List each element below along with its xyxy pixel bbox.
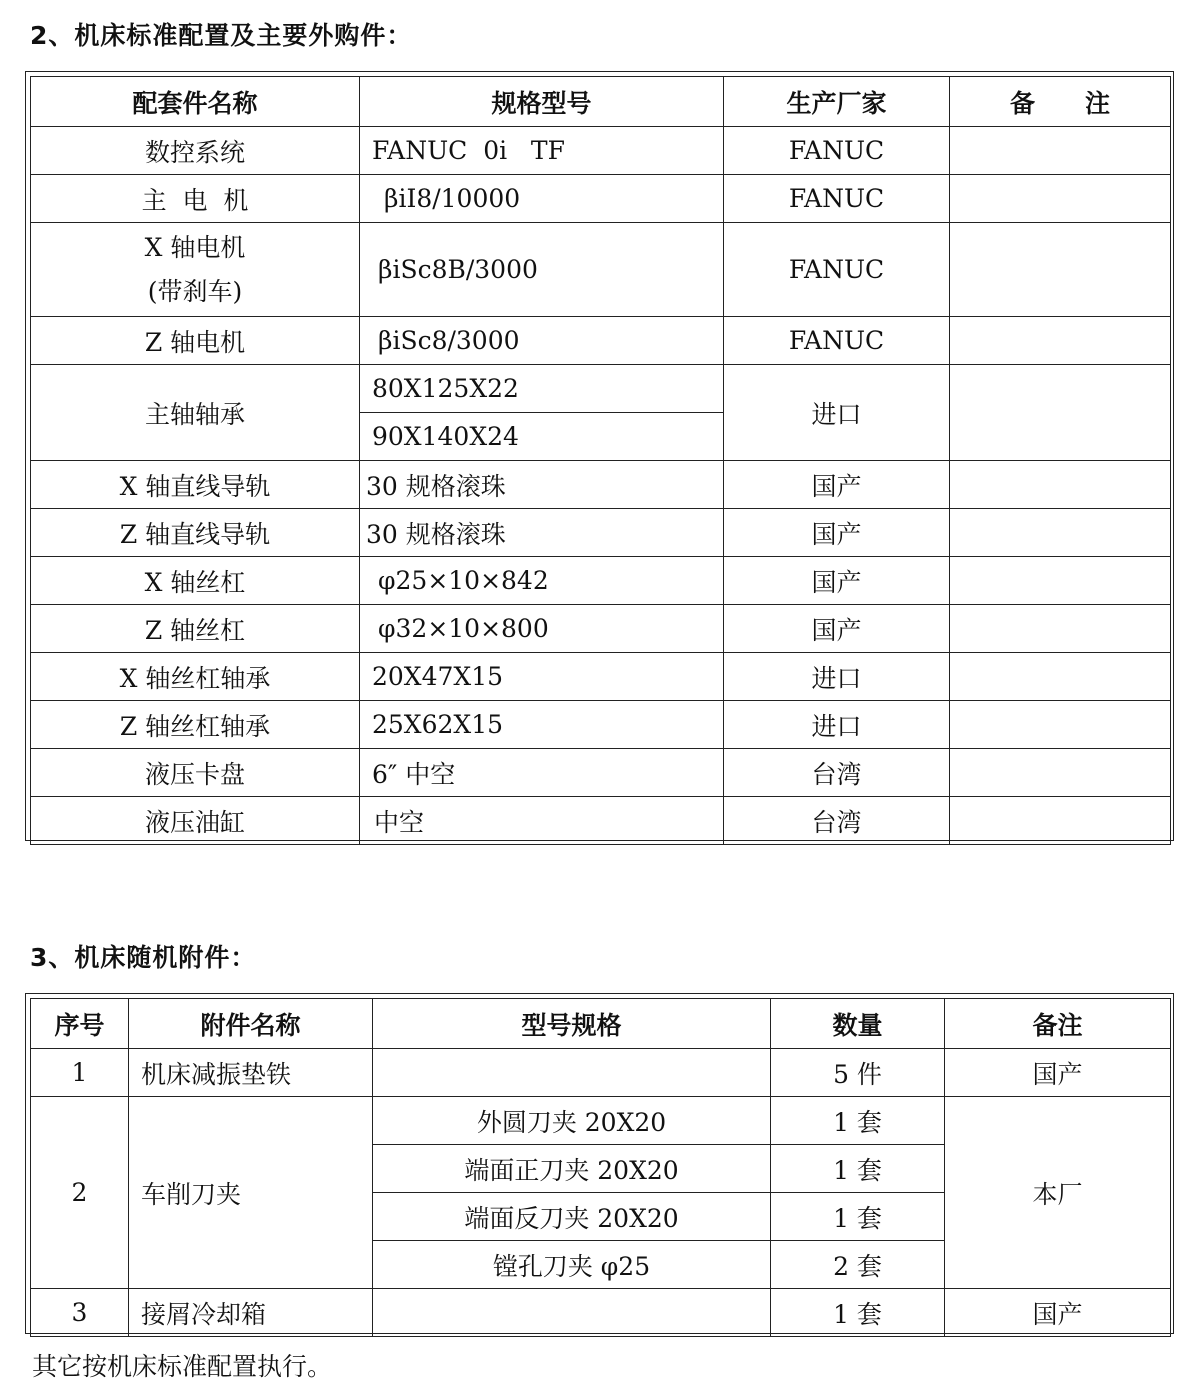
- item-qty: 5 件: [771, 1049, 945, 1097]
- part-maker: 国产: [724, 509, 950, 557]
- part-spec: 6″ 中空: [360, 749, 724, 797]
- part-spec: FANUC 0i TF: [360, 127, 724, 175]
- table-row: [31, 1097, 1171, 1145]
- item-name: 机床减振垫铁: [129, 1049, 373, 1097]
- part-name-line1: X 轴电机: [144, 232, 246, 262]
- part-spec: φ32×10×800: [360, 605, 724, 653]
- col-header-no: 序号: [31, 999, 129, 1049]
- item-spec: [373, 1049, 771, 1097]
- item-no: 3: [31, 1289, 129, 1337]
- item-qty: 2 套: [771, 1241, 945, 1289]
- col-header-note: 备 注: [950, 77, 1171, 127]
- table-row: [31, 701, 1171, 749]
- part-maker: FANUC: [724, 317, 950, 365]
- col-header-qty: 数量: [771, 999, 945, 1049]
- part-name: Z 轴直线导轨: [31, 509, 360, 557]
- table-header-row: [31, 999, 1171, 1049]
- part-note: [950, 461, 1171, 509]
- part-maker: 进口: [724, 701, 950, 749]
- part-spec: 25X62X15: [360, 701, 724, 749]
- item-note: 本厂: [945, 1097, 1171, 1289]
- table-header-row: [31, 77, 1171, 127]
- part-name: 主 电 机: [31, 175, 360, 223]
- table-row: [31, 509, 1171, 557]
- col-header-note: 备注: [945, 999, 1171, 1049]
- item-spec: 外圆刀夹 20X20: [373, 1097, 771, 1145]
- part-name: Z 轴丝杠轴承: [31, 701, 360, 749]
- part-note: [950, 797, 1171, 845]
- item-spec: [373, 1289, 771, 1337]
- part-note: [950, 317, 1171, 365]
- part-maker: 进口: [724, 365, 950, 461]
- table-row: [31, 797, 1171, 845]
- item-name: 车削刀夹: [129, 1097, 373, 1289]
- item-spec: 端面反刀夹 20X20: [373, 1193, 771, 1241]
- part-spec: 20X47X15: [360, 653, 724, 701]
- item-qty: 1 套: [771, 1289, 945, 1337]
- table-row: [31, 605, 1171, 653]
- part-spec: 30 规格滚珠: [360, 461, 724, 509]
- table-row: [31, 461, 1171, 509]
- item-spec: 端面正刀夹 20X20: [373, 1145, 771, 1193]
- part-note: [950, 365, 1171, 461]
- part-note: [950, 175, 1171, 223]
- part-note: [950, 701, 1171, 749]
- item-qty: 1 套: [771, 1145, 945, 1193]
- table-row: [31, 175, 1171, 223]
- part-spec: 中空: [360, 797, 724, 845]
- part-name: 液压卡盘: [31, 749, 360, 797]
- accessories-table: [30, 998, 1171, 1337]
- part-note: [950, 605, 1171, 653]
- part-name: X 轴直线导轨: [31, 461, 360, 509]
- part-name: X 轴丝杠: [31, 557, 360, 605]
- part-name: Z 轴电机: [31, 317, 360, 365]
- table-row: [31, 557, 1171, 605]
- part-maker: FANUC: [724, 223, 950, 317]
- section2-heading: 2、机床标准配置及主要外购件：: [30, 21, 413, 50]
- item-qty: 1 套: [771, 1097, 945, 1145]
- part-note: [950, 223, 1171, 317]
- part-name: 数控系统: [31, 127, 360, 175]
- part-name: [31, 223, 360, 317]
- part-name: 液压油缸: [31, 797, 360, 845]
- part-name: X 轴丝杠轴承: [31, 653, 360, 701]
- part-maker: 国产: [724, 557, 950, 605]
- part-maker: FANUC: [724, 175, 950, 223]
- table-row: [31, 1289, 1171, 1337]
- col-header-maker: 生产厂家: [724, 77, 950, 127]
- item-qty: 1 套: [771, 1193, 945, 1241]
- part-maker: 国产: [724, 605, 950, 653]
- part-spec: βiI8/10000: [360, 175, 724, 223]
- part-name-line2: (带刹车): [147, 276, 243, 306]
- part-spec: φ25×10×842: [360, 557, 724, 605]
- part-spec: 90X140X24: [360, 413, 724, 461]
- part-name: Z 轴丝杠: [31, 605, 360, 653]
- col-header-name: 配套件名称: [31, 77, 360, 127]
- part-maker: 台湾: [724, 797, 950, 845]
- part-note: [950, 127, 1171, 175]
- table-row: [31, 653, 1171, 701]
- item-name: 接屑冷却箱: [129, 1289, 373, 1337]
- table-row: [31, 1049, 1171, 1097]
- item-note: 国产: [945, 1049, 1171, 1097]
- section3-heading: 3、机床随机附件：: [30, 943, 257, 972]
- item-no: 2: [31, 1097, 129, 1289]
- part-note: [950, 653, 1171, 701]
- col-header-spec: 型号规格: [373, 999, 771, 1049]
- table-row: [31, 223, 1171, 317]
- col-header-spec: 规格型号: [360, 77, 724, 127]
- item-no: 1: [31, 1049, 129, 1097]
- part-note: [950, 749, 1171, 797]
- table-row: [31, 749, 1171, 797]
- col-header-name: 附件名称: [129, 999, 373, 1049]
- part-maker: 国产: [724, 461, 950, 509]
- standard-config-table: [30, 76, 1171, 845]
- item-spec: 镗孔刀夹 φ25: [373, 1241, 771, 1289]
- part-note: [950, 509, 1171, 557]
- part-note: [950, 557, 1171, 605]
- part-spec: βiSc8B/3000: [360, 223, 724, 317]
- part-spec: 30 规格滚珠: [360, 509, 724, 557]
- part-spec: 80X125X22: [360, 365, 724, 413]
- part-maker: FANUC: [724, 127, 950, 175]
- part-maker: 台湾: [724, 749, 950, 797]
- part-spec: βiSc8/3000: [360, 317, 724, 365]
- footer-note: 其它按机床标准配置执行。: [32, 1352, 333, 1381]
- table-row: [31, 317, 1171, 365]
- item-note: 国产: [945, 1289, 1171, 1337]
- part-maker: 进口: [724, 653, 950, 701]
- table-row: [31, 127, 1171, 175]
- part-name: 主轴轴承: [31, 365, 360, 461]
- table-row: [31, 365, 1171, 413]
